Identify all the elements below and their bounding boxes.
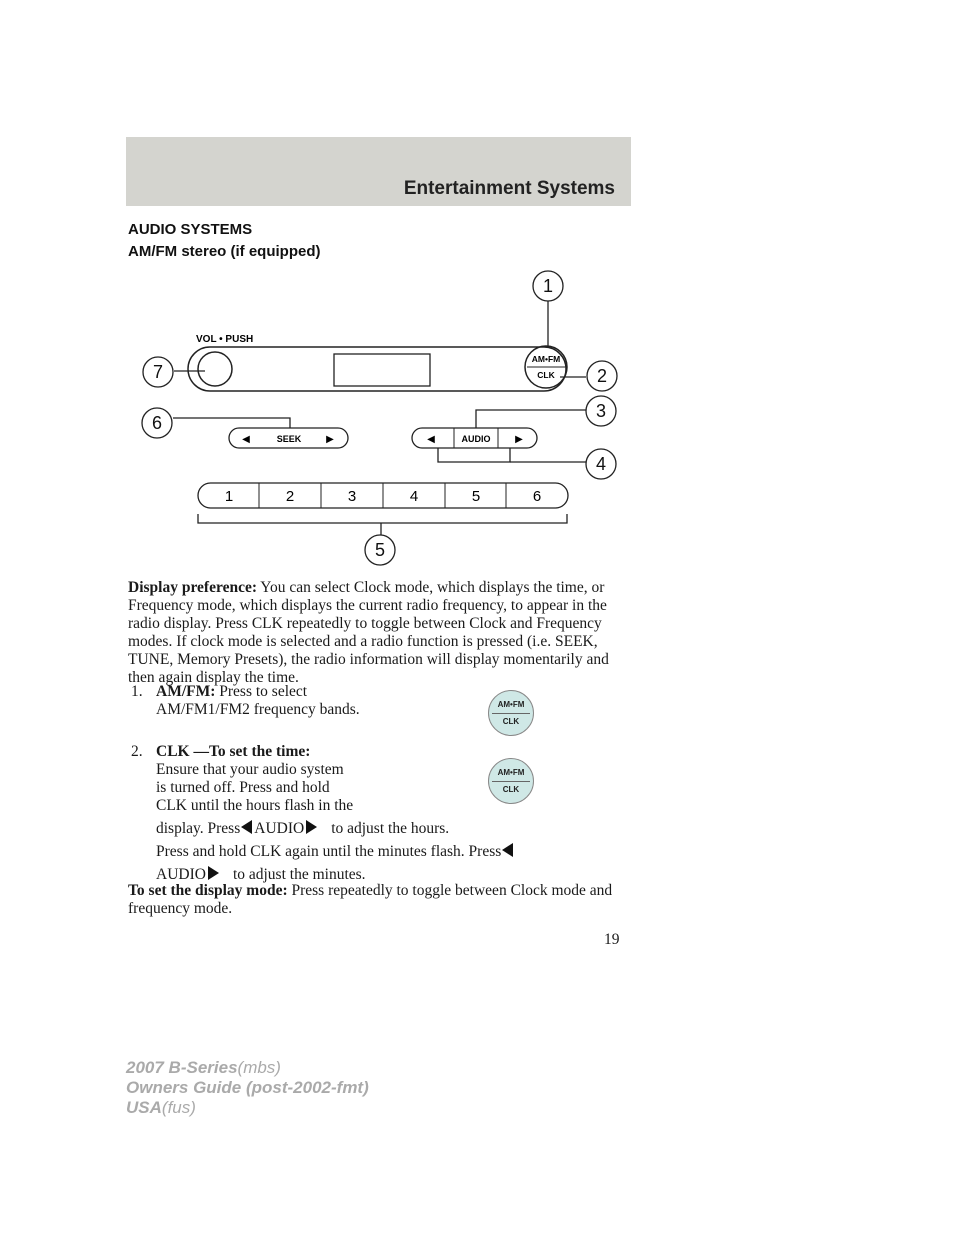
item-label: CLK —To set the time: <box>156 743 311 760</box>
clk-illu-label: CLK <box>502 785 520 794</box>
callout-3: 3 <box>595 401 607 421</box>
preset-4: 4 <box>409 488 419 505</box>
item-number: 2. <box>131 743 143 760</box>
footer-line-1 <box>126 1059 281 1076</box>
left-arrow-icon <box>502 843 513 857</box>
clk-label: CLK <box>537 370 555 380</box>
radio-display-window <box>334 354 430 386</box>
amfm-illu-divider <box>492 781 530 782</box>
item-text: is turned off. Press and hold <box>156 779 330 796</box>
preset-5: 5 <box>471 488 481 505</box>
item-text: Press and hold CLK again until the minutes flash. Press <box>156 843 502 860</box>
footer-market: USA <box>126 1098 162 1117</box>
callout-4: 4 <box>595 454 607 474</box>
audio-right-arrow: ▶ <box>515 434 523 445</box>
audio-word: AUDIO <box>254 820 305 837</box>
leader-5-bracket <box>198 514 567 523</box>
item-number: 1. <box>131 683 143 700</box>
volume-knob <box>198 352 232 386</box>
callout-5: 5 <box>374 540 386 560</box>
seek-right-arrow: ▶ <box>326 434 334 445</box>
footer-model-code: (mbs) <box>237 1058 281 1077</box>
page-number: 19 <box>604 931 620 948</box>
right-arrow-icon <box>306 820 317 834</box>
leader-6 <box>173 418 290 428</box>
preset-2: 2 <box>285 488 295 505</box>
item-text-line <box>156 843 676 861</box>
amfm-label: AM•FM <box>531 354 561 364</box>
amfm-clk-button-illustration <box>488 758 534 804</box>
vol-push-label: VOL • PUSH <box>196 334 254 345</box>
amfm-illu-divider <box>492 713 530 714</box>
audio-label: AUDIO <box>461 434 491 444</box>
item-text: Press to select <box>219 683 308 700</box>
display-mode-text: Press repeatedly to toggle between Clock mode and frequency mode. <box>128 882 613 917</box>
item-text-line <box>156 820 676 838</box>
amfm-clk-button-illustration <box>488 690 534 736</box>
callout-1: 1 <box>542 276 554 296</box>
item-text: to adjust the minutes. <box>232 866 366 883</box>
seek-label: SEEK <box>276 434 302 444</box>
audio-word: AUDIO <box>156 866 206 883</box>
section-title: Entertainment Systems <box>403 178 615 199</box>
footer-model: 2007 B-Series <box>126 1058 238 1077</box>
item-label: AM/FM: <box>156 683 216 700</box>
item-text: AM/FM1/FM2 frequency bands. <box>156 701 360 718</box>
clk-illu-label: CLK <box>502 717 520 726</box>
audio-left-arrow: ◀ <box>427 434 435 445</box>
amfm-illu-label: AM•FM <box>497 700 525 709</box>
callout-6: 6 <box>151 413 163 433</box>
seek-left-arrow: ◀ <box>242 434 250 445</box>
footer-line-2 <box>126 1079 369 1096</box>
footer-market-code: (fus) <box>161 1098 196 1117</box>
display-mode-paragraph <box>128 882 628 918</box>
display-preference-text: You can select Clock mode, which displays the time, or Frequency mode, which displays the current radio frequency, to appear in the radio display. Press CLK repeatedly to toggle between Clock and Frequency modes. If clock mode is selected and a radio function is pressed (i.e. SEEK, TUNE, Memory Presets), the radio information will display momentarily and then again display the time. <box>128 579 609 686</box>
right-arrow-icon <box>208 866 219 880</box>
preset-1: 1 <box>224 488 234 505</box>
leader-3 <box>476 410 586 428</box>
item-text: to adjust the hours. <box>331 820 450 837</box>
amfm-illu-label: AM•FM <box>497 768 525 777</box>
preset-3: 3 <box>347 488 357 505</box>
item-text: CLK until the hours flash in the <box>156 797 354 814</box>
item-text: display. Press <box>156 820 241 837</box>
footer-line-3 <box>126 1099 196 1116</box>
display-preference-paragraph <box>128 579 628 687</box>
radio-diagram <box>0 0 960 580</box>
left-arrow-icon <box>241 820 252 834</box>
item-text: Ensure that your audio system <box>156 761 344 778</box>
preset-6: 6 <box>532 488 542 505</box>
display-mode-label: To set the display mode: <box>128 882 288 899</box>
heading-audio-systems: AUDIO SYSTEMS <box>128 221 253 238</box>
heading-am-fm-stereo: AM/FM stereo (if equipped) <box>128 243 321 260</box>
callout-7: 7 <box>152 362 164 382</box>
leader-4a <box>438 448 510 462</box>
callout-2: 2 <box>596 366 608 386</box>
display-preference-label: Display preference: <box>128 579 257 596</box>
footer-guide: Owners Guide (post-2002-fmt) <box>126 1078 369 1097</box>
